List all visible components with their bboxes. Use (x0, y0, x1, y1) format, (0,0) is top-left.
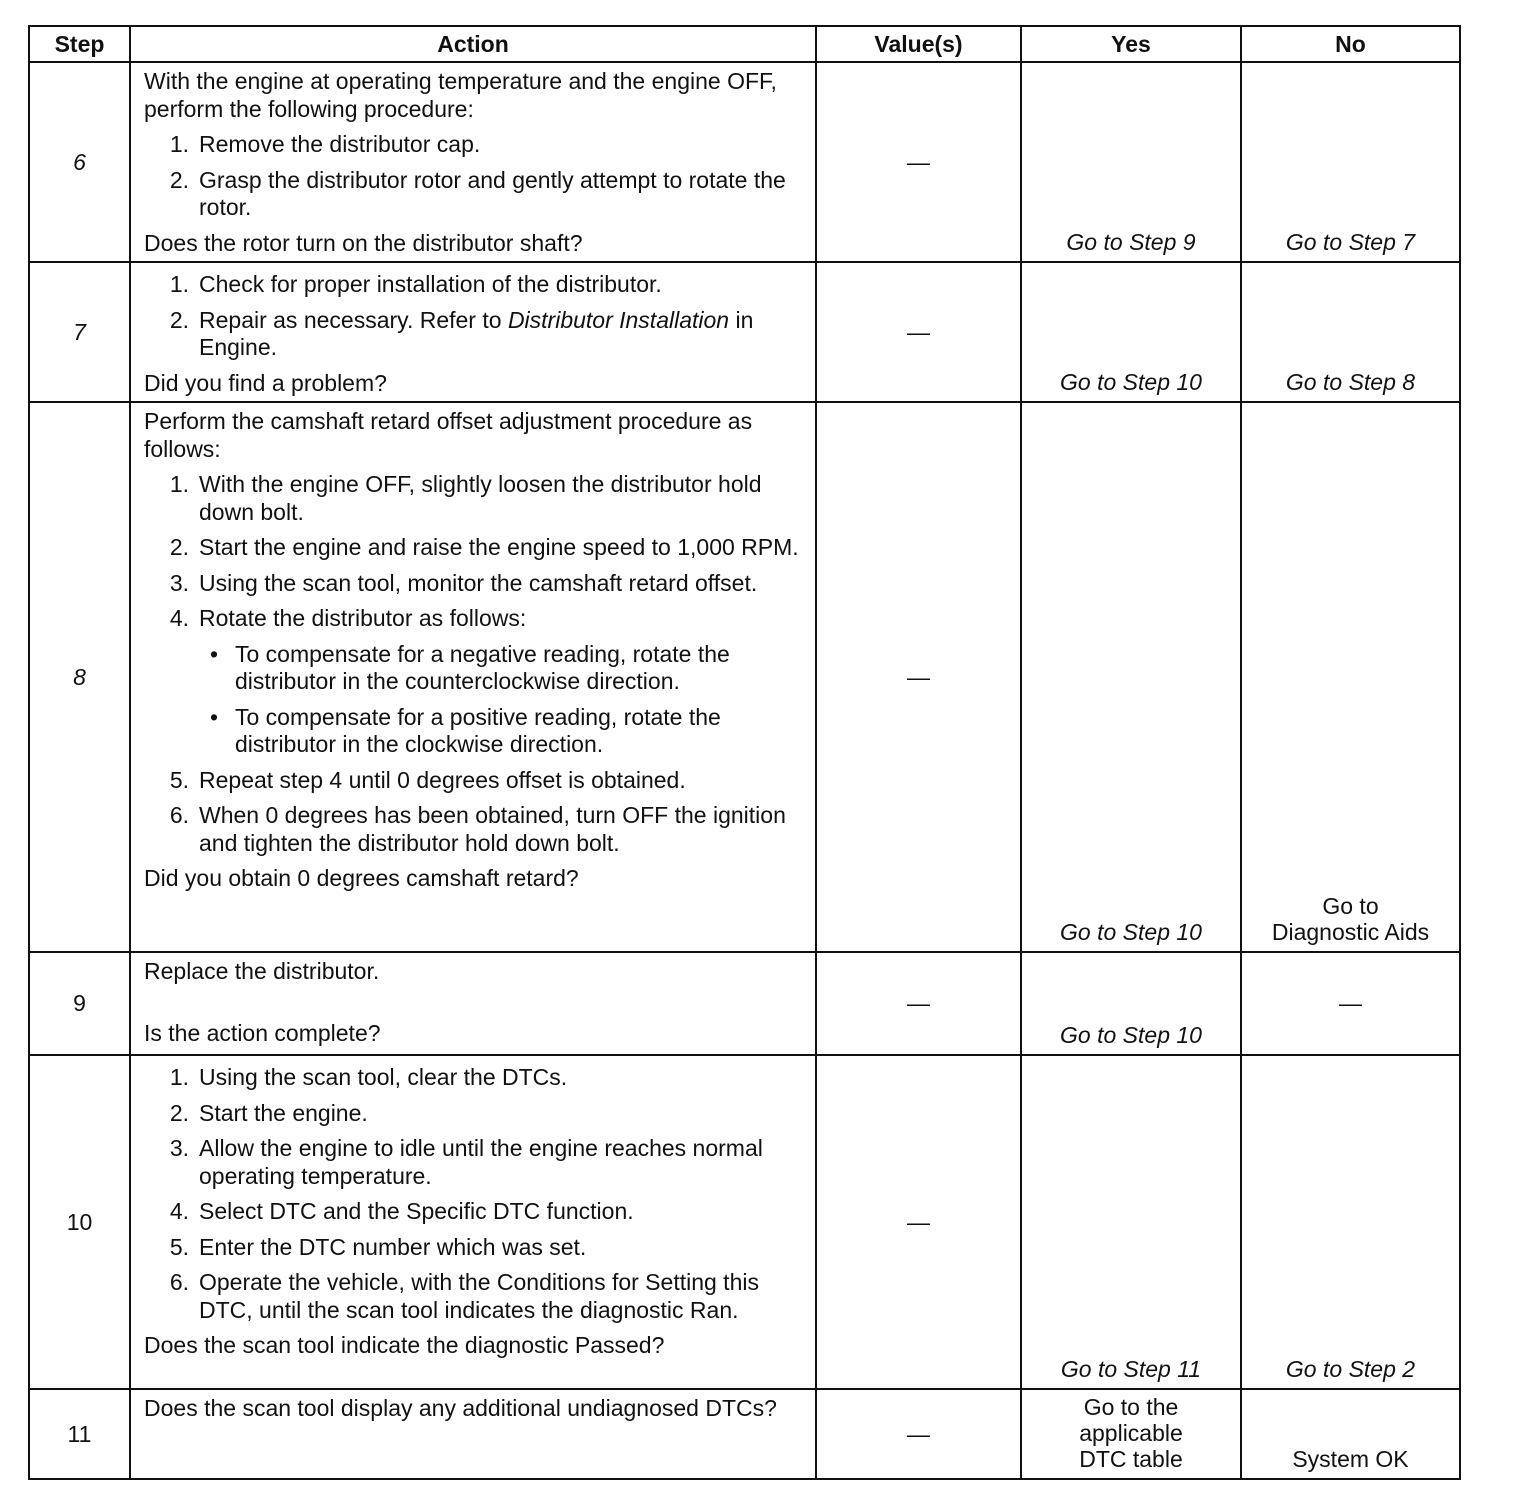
list-item: 4. Rotate the distributor as follows: (169, 605, 527, 631)
table-row (29, 262, 1460, 402)
table-row (29, 952, 1460, 1055)
step-number: 9 (29, 952, 130, 1055)
step-number: 10 (29, 1055, 130, 1389)
action-question: Is the action complete? (144, 1019, 381, 1046)
header-yes: Yes (1021, 26, 1241, 62)
list-item: 2. Grasp the distributor rotor and gently attempt to rotate the rotor. (169, 166, 786, 220)
yes-cell (1021, 1389, 1241, 1479)
action-cell (130, 1055, 816, 1389)
bullet-item: • To compensate for a negative reading, rotate the distributor in the counterclockwise direction. (210, 640, 730, 694)
action-intro: With the engine at operating temperature and the engine OFF, perform the following procedure: (144, 68, 777, 122)
yes-goto: Go to Step 10 (1060, 369, 1202, 395)
yes-cell (1021, 62, 1241, 262)
list-item: 6. Operate the vehicle, with the Conditions for Setting this DTC, until the scan tool indicates the diagnostic Ran. (169, 1269, 759, 1323)
list-item: 3. Allow the engine to idle until the engine reaches normal operating temperature. (169, 1135, 763, 1189)
list-item: 5. Repeat step 4 until 0 degrees offset is obtained. (169, 766, 686, 793)
list-item: 2. Start the engine. (169, 1099, 368, 1126)
header-step: Step (29, 26, 130, 62)
action-cell (130, 62, 816, 262)
no-cell: — (1241, 952, 1460, 1055)
value-cell: — (816, 952, 1021, 1055)
step-number: 8 (29, 402, 130, 952)
list-item: 1. With the engine OFF, slightly loosen the distributor hold down bolt. (169, 471, 762, 525)
no-cell (1241, 1389, 1460, 1479)
step-number: 6 (29, 62, 130, 262)
step-number: 11 (29, 1389, 130, 1479)
yes-cell (1021, 262, 1241, 402)
action-cell (130, 402, 816, 952)
no-cell (1241, 262, 1460, 402)
value-cell: — (816, 1389, 1021, 1479)
value-cell: — (816, 262, 1021, 402)
list-item: 5. Enter the DTC number which was set. (169, 1233, 587, 1260)
yes-cell (1021, 402, 1241, 952)
table-row (29, 62, 1460, 262)
no-goto-line: Diagnostic Aids (1271, 919, 1430, 945)
table-row (29, 1055, 1460, 1389)
reference-link: Distributor Installation (507, 306, 730, 333)
step-number: 7 (29, 262, 130, 402)
action-question: Did you find a problem? (144, 369, 387, 396)
action-question: Does the scan tool indicate the diagnostic Passed? (144, 1332, 665, 1358)
header-values: Value(s) (816, 26, 1021, 62)
list-item: 6. When 0 degrees has been obtained, turn OFF the ignition and tighten the distributor hold down bolt. (169, 802, 786, 856)
no-cell (1241, 62, 1460, 262)
yes-line: DTC table (1079, 1446, 1183, 1472)
value-cell: — (816, 1055, 1021, 1389)
value-cell: — (816, 62, 1021, 262)
table-row (29, 1389, 1460, 1479)
yes-cell (1021, 952, 1241, 1055)
action-question: Does the scan tool display any additional undiagnosed DTCs? (144, 1395, 777, 1421)
yes-goto: Go to Step 9 (1066, 229, 1196, 255)
action-cell (130, 262, 816, 402)
list-item: 2. Start the engine and raise the engine speed to 1,000 RPM. (169, 534, 799, 560)
no-cell (1241, 402, 1460, 952)
value-cell: — (816, 402, 1021, 952)
no-goto: Go to Step 8 (1285, 369, 1416, 395)
diagnostic-table (28, 25, 1461, 1480)
no-goto: Go to Step 7 (1285, 229, 1416, 255)
table-row (29, 402, 1460, 952)
bullet-item: • To compensate for a positive reading, rotate the distributor in the clockwise direction. (210, 703, 721, 757)
action-cell (130, 952, 816, 1055)
yes-goto: Go to Step 10 (1060, 1022, 1202, 1048)
no-result: System OK (1292, 1446, 1409, 1472)
yes-line: Go to the (1083, 1394, 1179, 1420)
yes-cell (1021, 1055, 1241, 1389)
list-item: 3. Using the scan tool, monitor the camshaft retard offset. (169, 569, 758, 596)
list-item: 1. Using the scan tool, clear the DTCs. (169, 1064, 568, 1090)
action-intro: Perform the camshaft retard offset adjustment procedure as follows: (144, 408, 753, 462)
no-goto-line: Go to (1322, 893, 1379, 919)
action-question: Did you obtain 0 degrees camshaft retard? (144, 865, 579, 891)
action-intro: Replace the distributor. (144, 958, 380, 984)
yes-goto: Go to Step 11 (1060, 1356, 1202, 1382)
action-cell (130, 1389, 816, 1479)
action-question: Does the rotor turn on the distributor shaft? (144, 229, 583, 256)
list-item: 1. Check for proper installation of the distributor. (169, 271, 662, 297)
header-action: Action (130, 26, 816, 62)
header-no: No (1241, 26, 1460, 62)
yes-goto: Go to Step 10 (1060, 919, 1202, 945)
yes-line: applicable (1079, 1420, 1183, 1446)
list-item: 1. Remove the distributor cap. (169, 131, 481, 157)
no-goto: Go to Step 2 (1285, 1356, 1416, 1382)
header-row (29, 26, 1460, 62)
list-item: 4. Select DTC and the Specific DTC function. (169, 1198, 634, 1224)
list-item: 2. Repair as necessary. Refer to Distributor Installation in Engine. (169, 306, 754, 360)
no-cell (1241, 1055, 1460, 1389)
